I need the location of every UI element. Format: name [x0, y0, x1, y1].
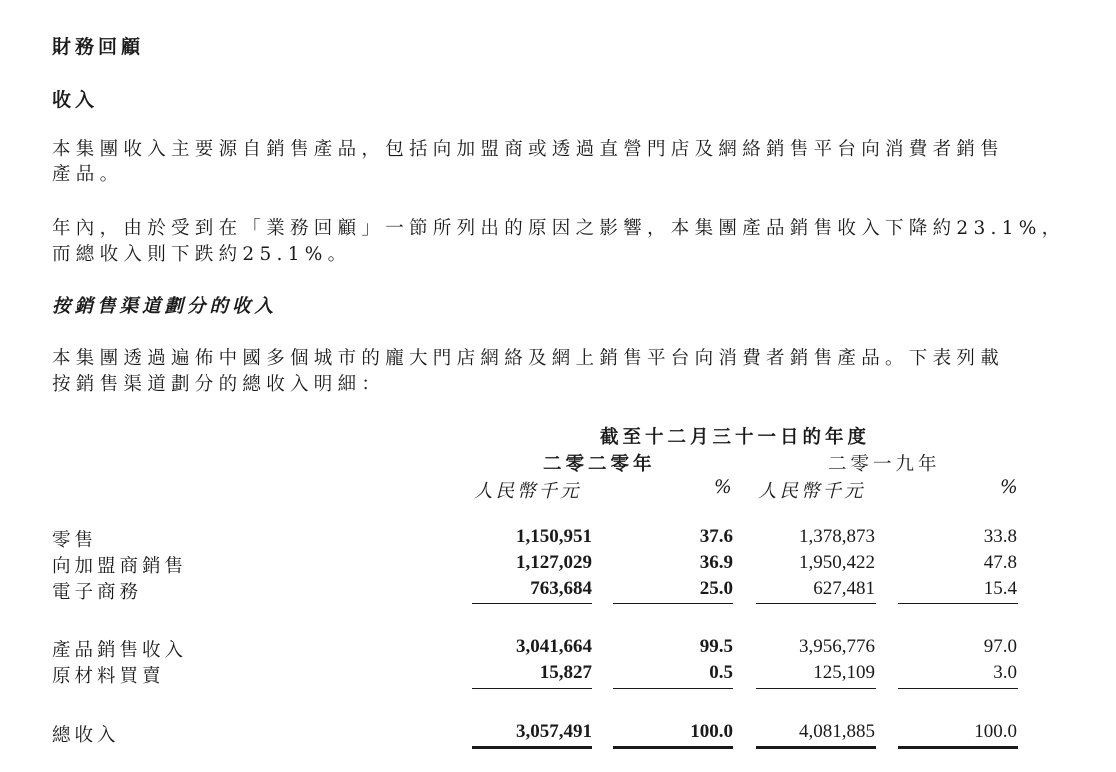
cell-2019-amount: 1,378,873 [799, 526, 875, 547]
row-label: 原材料買賣 [52, 666, 165, 687]
cell-2020-amount: 763,684 [530, 578, 592, 599]
cell-2019-amount: 1,950,422 [799, 552, 875, 573]
cell-2019-amount: 125,109 [813, 662, 875, 683]
section-heading-revenue: 收入 [52, 89, 99, 111]
cell-2019-amount: 627,481 [813, 578, 875, 599]
cell-2020-pct: 36.9 [699, 552, 733, 573]
page-title: 財務回顧 [52, 36, 145, 58]
cell-2020-pct: 25.0 [699, 578, 733, 599]
year-2019-header: 二零一九年 [828, 454, 941, 475]
total-rule [898, 688, 1018, 689]
cell-2020-pct: 37.6 [699, 526, 733, 547]
unit-pct-2019: % [1000, 477, 1021, 498]
period-header: 截至十二月三十一日的年度 [600, 427, 871, 448]
cell-2019-pct: 47.8 [983, 552, 1017, 573]
total-rule [756, 688, 876, 689]
cell-2019-amount: 3,956,776 [799, 636, 875, 657]
row-label: 電子商務 [52, 582, 143, 603]
cell-2019-pct: 33.8 [983, 526, 1017, 547]
paragraph-1-line-2: 產品。 [52, 164, 124, 185]
row-label: 產品銷售收入 [52, 640, 188, 661]
cell-2020-amount: 3,041,664 [516, 636, 592, 657]
cell-2020-amount: 3,057,491 [516, 721, 592, 742]
double-underline [613, 746, 733, 749]
double-underline [898, 746, 1018, 749]
cell-2020-amount: 15,827 [539, 662, 592, 683]
row-label: 向加盟商銷售 [52, 556, 188, 577]
cell-2020-pct: 100.0 [690, 721, 733, 742]
paragraph-1-line-1: 本集團收入主要源自銷售產品，包括向加盟商或透過直營門店及網絡銷售平台向消費者銷售 [52, 139, 1005, 160]
cell-2020-amount: 1,127,029 [516, 552, 592, 573]
row-label-total: 總收入 [52, 725, 120, 746]
cell-2019-pct: 100.0 [974, 721, 1017, 742]
cell-2020-pct: 99.5 [699, 636, 733, 657]
total-rule [613, 688, 733, 689]
unit-rmb-2020: 人民幣千元 [474, 481, 582, 502]
cell-2019-pct: 15.4 [983, 578, 1017, 599]
cell-2019-pct: 3.0 [993, 662, 1017, 683]
cell-2019-pct: 97.0 [983, 636, 1017, 657]
paragraph-2-line-2: 而總收入則下跌約25.1%。 [52, 244, 352, 265]
cell-2020-pct: 0.5 [709, 662, 733, 683]
subtotal-rule [898, 603, 1018, 604]
unit-pct-2020: % [714, 477, 735, 498]
year-2020-header: 二零二零年 [543, 454, 656, 475]
paragraph-3-line-2: 按銷售渠道劃分的總收入明細： [52, 374, 386, 395]
double-underline [472, 746, 592, 749]
total-rule [472, 688, 592, 689]
subsection-heading: 按銷售渠道劃分的收入 [52, 296, 278, 317]
cell-2020-amount: 1,150,951 [516, 526, 592, 547]
paragraph-2-line-1: 年內，由於受到在「業務回顧」一節所列出的原因之影響，本集團產品銷售收入下降約23.1%， [52, 218, 1066, 239]
subtotal-rule [756, 603, 876, 604]
cell-2019-amount: 4,081,885 [799, 721, 875, 742]
double-underline [756, 746, 876, 749]
paragraph-3-line-1: 本集團透過遍佈中國多個城市的龐大門店網絡及網上銷售平台向消費者銷售產品。下表列載 [52, 348, 1005, 369]
subtotal-rule [472, 603, 592, 604]
unit-rmb-2019: 人民幣千元 [758, 481, 866, 502]
subtotal-rule [613, 603, 733, 604]
row-label: 零售 [52, 530, 98, 551]
